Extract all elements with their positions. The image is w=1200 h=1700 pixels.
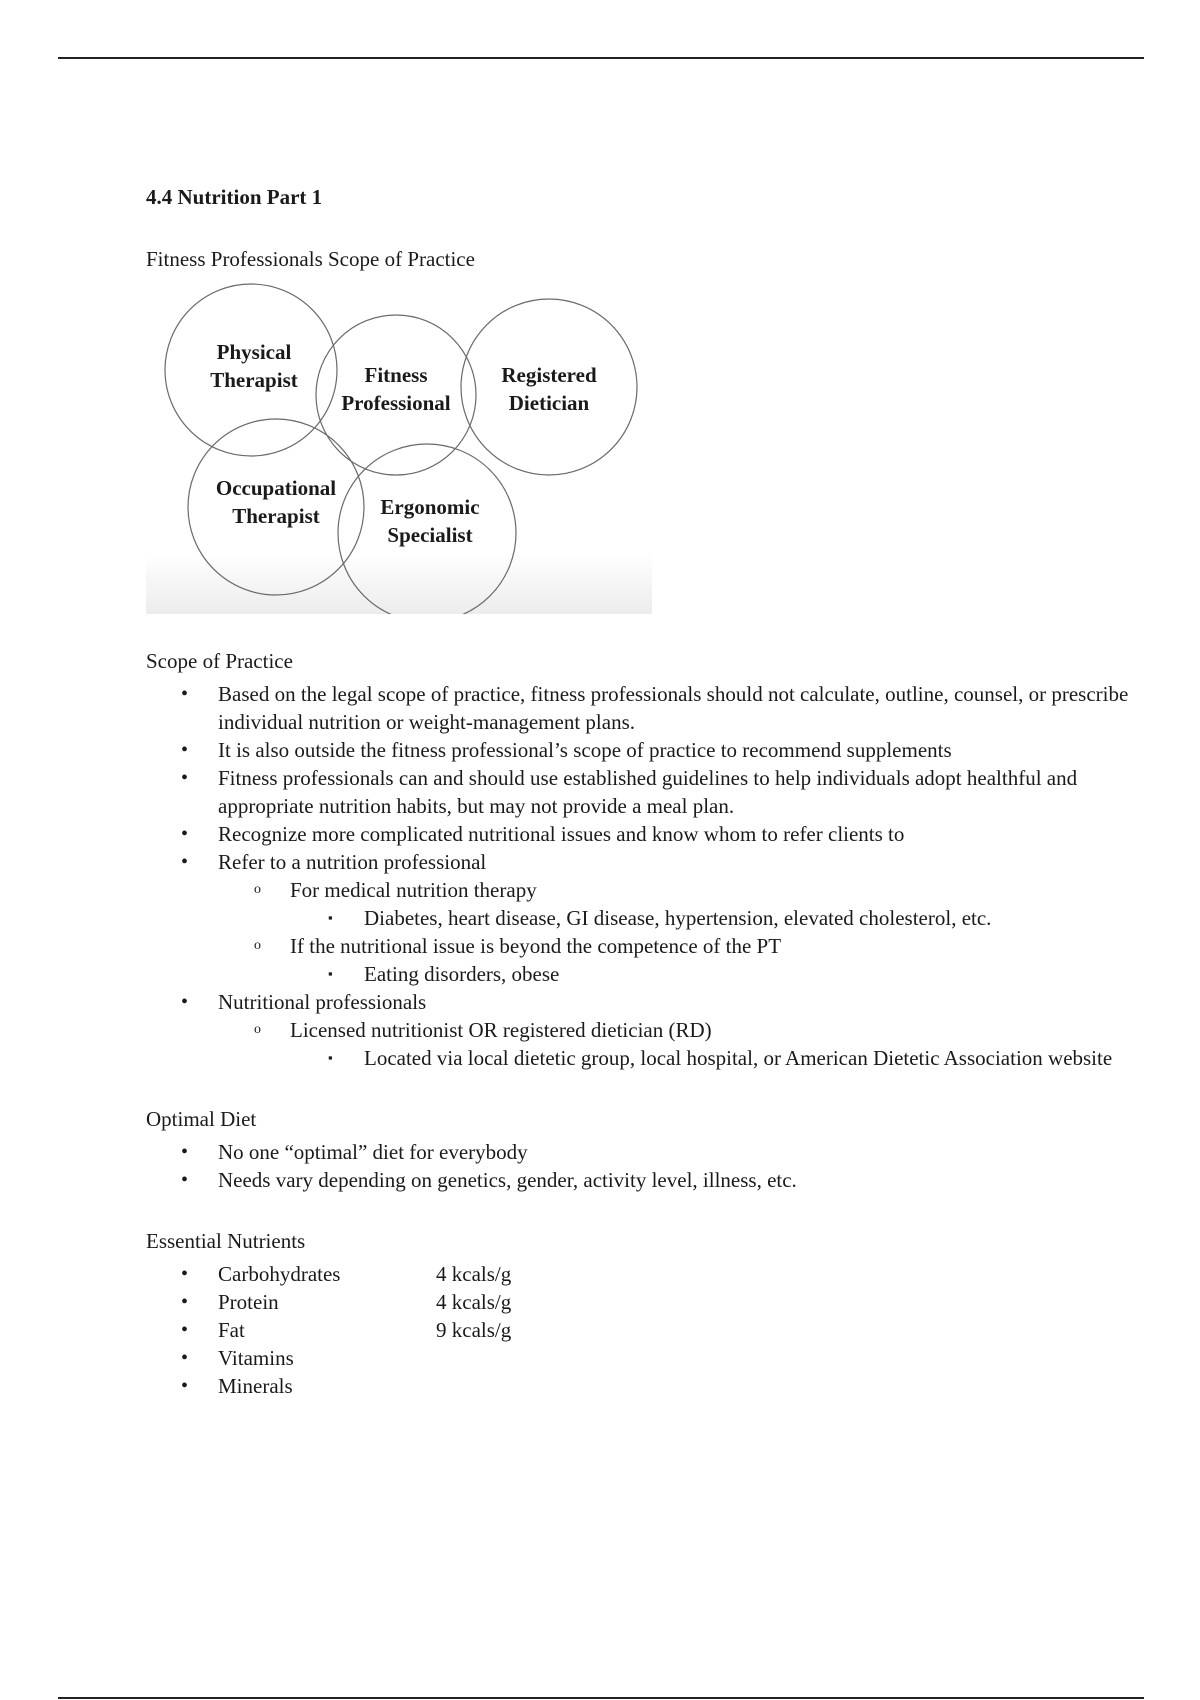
- list-item: • Based on the legal scope of practice, fitness professionals should not calculate, outline, counsel, or prescribe individual nutrition or weight-management plans.: [146, 680, 1146, 736]
- scope-heading: Scope of Practice: [146, 649, 293, 673]
- essential-nutrients-heading: Essential Nutrients: [146, 1229, 306, 1253]
- list-subitem: o If the nutritional issue is beyond the competence of the PT: [146, 932, 1146, 960]
- list-subsubitem: ▪ Eating disorders, obese: [146, 960, 1146, 988]
- label-occupational-therapist-line1: Occupational: [215, 476, 337, 500]
- list-item: • Needs vary depending on genetics, gender, activity level, illness, etc.: [146, 1166, 1146, 1194]
- label-registered-dietician-line2: Dietician: [508, 391, 590, 415]
- list-subsubitem: ▪ Located via local dietetic group, local hospital, or American Dietetic Association website: [146, 1044, 1146, 1072]
- label-registered-dietician-line1: Registered: [501, 363, 597, 387]
- page-title: 4.4 Nutrition Part 1: [146, 185, 323, 209]
- label-physical-therapist-line1: Physical: [216, 340, 292, 364]
- list-subitem: o Licensed nutritionist OR registered dietician (RD): [146, 1016, 1146, 1044]
- nutrient-item: • Protein 4 kcals/g: [146, 1288, 1146, 1316]
- label-fitness-professional-line1: Fitness: [364, 363, 428, 387]
- list-subsubitem: ▪ Diabetes, heart disease, GI disease, hypertension, elevated cholesterol, etc.: [146, 904, 1146, 932]
- essential-nutrients-section: [146, 1226, 1146, 1400]
- list-item: • Refer to a nutrition professional: [146, 848, 1146, 876]
- label-occupational-therapist-line2: Therapist: [232, 504, 320, 528]
- list-subitem: o For medical nutrition therapy: [146, 876, 1146, 904]
- optimal-diet-list: [146, 1138, 1146, 1194]
- label-ergonomic-specialist-line1: Ergonomic: [380, 495, 480, 519]
- scope-section: [146, 646, 1146, 1072]
- label-physical-therapist-line2: Therapist: [210, 368, 298, 392]
- footer-rule: [58, 1697, 1144, 1699]
- circle-registered-dietician: [461, 299, 637, 475]
- label-fitness-professional-line2: Professional: [341, 391, 451, 415]
- nutrients-list: [146, 1260, 1146, 1400]
- label-ergonomic-specialist-line2: Specialist: [387, 523, 473, 547]
- nutrient-item: • Carbohydrates 4 kcals/g: [146, 1260, 1146, 1288]
- list-item: • It is also outside the fitness professional’s scope of practice to recommend supplements: [146, 736, 1146, 764]
- optimal-diet-heading: Optimal Diet: [146, 1107, 257, 1131]
- scope-of-practice-diagram: [146, 276, 652, 614]
- list-item: • Fitness professionals can and should use established guidelines to help individuals adopt healthful and appropriate nutrition habits, but may not provide a meal plan.: [146, 764, 1146, 820]
- venn-diagram: [146, 276, 652, 614]
- list-item: • Recognize more complicated nutritional issues and know whom to refer clients to: [146, 820, 1146, 848]
- nutrient-item: • Minerals: [146, 1372, 1146, 1400]
- figure-caption: Fitness Professionals Scope of Practice: [146, 247, 475, 271]
- header-rule: [58, 57, 1144, 59]
- list-item: • Nutritional professionals: [146, 988, 1146, 1016]
- scope-list: [146, 680, 1146, 1072]
- nutrient-item: • Fat 9 kcals/g: [146, 1316, 1146, 1344]
- page-content: [146, 180, 1146, 1400]
- list-item: • No one “optimal” diet for everybody: [146, 1138, 1146, 1166]
- nutrient-item: • Vitamins: [146, 1344, 1146, 1372]
- optimal-diet-section: [146, 1104, 1146, 1194]
